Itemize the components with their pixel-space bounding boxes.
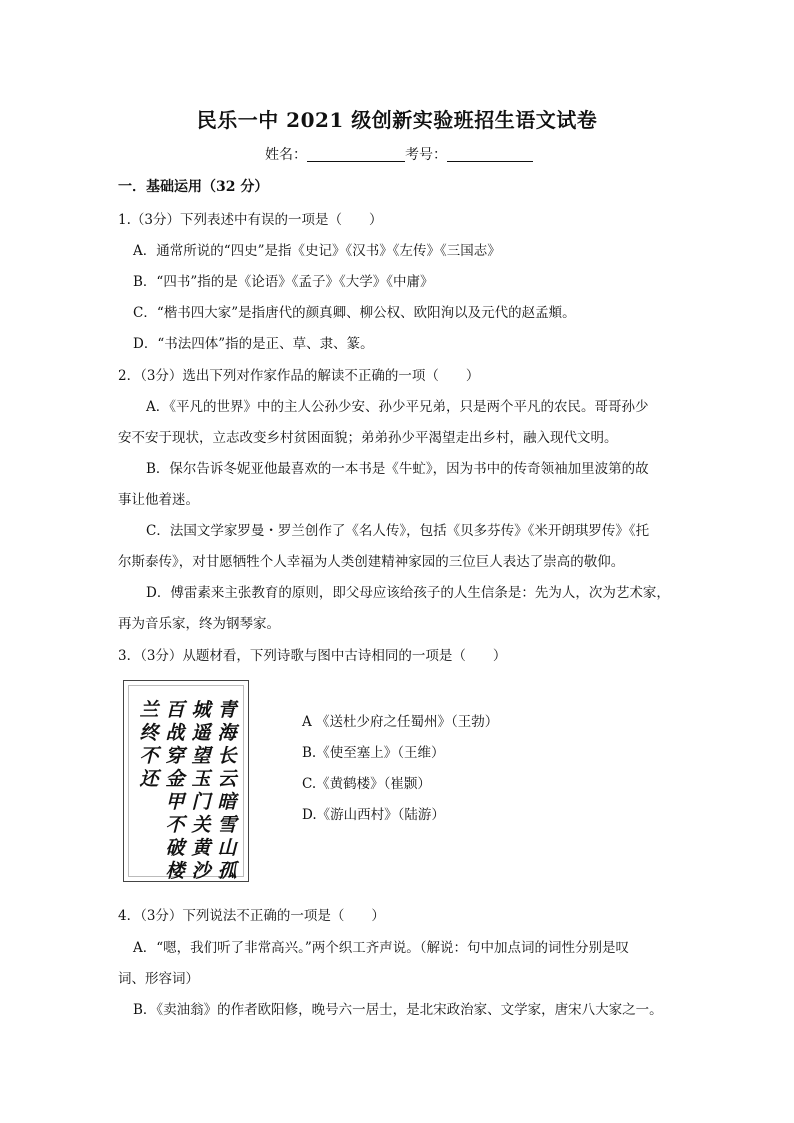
q2-line: D．傅雷素来主张教育的原则，即父母应该给孩子的人生信条是：先为人，次为艺术家， xyxy=(146,585,670,601)
q4-line: A．“嗯，我们听了非常高兴。”两个织工齐声说。（解说：句中加点词的词性分别是叹 xyxy=(133,940,630,956)
exam-no-blank xyxy=(447,147,533,162)
calligraphy-column: 百战穿金甲不破楼 xyxy=(165,699,185,882)
q2-line: C．法国文学家罗曼・罗兰创作了《名人传》，包括《贝多芬传》《米开朗琪罗传》《托 xyxy=(146,523,650,539)
q2-line: B．保尔告诉冬妮亚他最喜欢的一本书是《牛虻》，因为书中的传奇领袖加里波第的故 xyxy=(146,461,649,477)
q1-option-b: B．“四书”指的是《论语》《孟子》《大学》《中庸》 xyxy=(133,274,434,290)
q1-option-d: D．“书法四体”指的是正、草、隶、篆。 xyxy=(133,336,374,352)
exam-no-label: 考号： xyxy=(405,147,447,163)
q1-stem: 1.（3分）下列表述中有误的一项是（ ） xyxy=(118,212,383,228)
calligraphy-column: 城遥望玉门关黄沙 xyxy=(191,699,211,882)
q1-option-c: C．“楷书四大家”是指唐代的颜真卿、柳公权、欧阳洵以及元代的赵孟頫。 xyxy=(133,305,576,321)
q2-stem: 2．（3分）选出下列对作家作品的解读不正确的一项（ ） xyxy=(118,368,480,384)
q4-line: B．《卖油翁》的作者欧阳修，晚号六一居士，是北宋政治家、文学家，唐宋八大家之一。 xyxy=(133,1002,663,1018)
name-and-exam-no-line xyxy=(265,144,533,164)
q2-line: 事让他着迷。 xyxy=(118,492,199,508)
q3-option-a: A 《送杜少府之任蜀州》（王勃） xyxy=(302,714,499,730)
q2-line: 尔斯泰传》，对甘愿牺牲个人幸福为人类创建精神家园的三位巨人表达了崇高的敬仰。 xyxy=(118,554,625,570)
name-blank xyxy=(307,147,405,162)
q2-line: 安不安于现状，立志改变乡村贫困面貌；弟弟孙少平渴望走出乡村，融入现代文明。 xyxy=(118,430,618,446)
q2-line: A．《平凡的世界》中的主人公孙少安、孙少平兄弟，只是两个平凡的农民。哥哥孙少 xyxy=(146,399,649,415)
q1-option-a: A．通常所说的“四史”是指《史记》《汉书》《左传》《三国志》 xyxy=(133,243,501,259)
q2-line: 再为音乐家，终为钢琴家。 xyxy=(118,616,280,632)
calligraphy-column: 兰终不还 xyxy=(139,699,159,790)
calligraphy-column: 青海长云暗雪山孤 xyxy=(217,699,237,882)
q3-option-d: D.《游山西村》（陆游） xyxy=(302,807,445,823)
q3-option-b: B.《使至塞上》（王维） xyxy=(302,745,445,761)
name-label: 姓名： xyxy=(265,147,307,163)
calligraphy-poem-image xyxy=(123,680,249,882)
q3-stem: 3．（3分）从题材看，下列诗歌与图中古诗相同的一项是（ ） xyxy=(118,648,507,664)
section-heading: 一．基础运用（32 分） xyxy=(118,179,269,195)
page-title: 民乐一中 2021 级创新实验班招生语文试卷 xyxy=(196,108,598,132)
q3-option-c: C.《黄鹤楼》（崔颢） xyxy=(302,776,431,792)
q4-line: 词、形容词） xyxy=(118,971,199,987)
q4-stem: 4．（3分）下列说法不正确的一项是（ ） xyxy=(118,908,385,924)
